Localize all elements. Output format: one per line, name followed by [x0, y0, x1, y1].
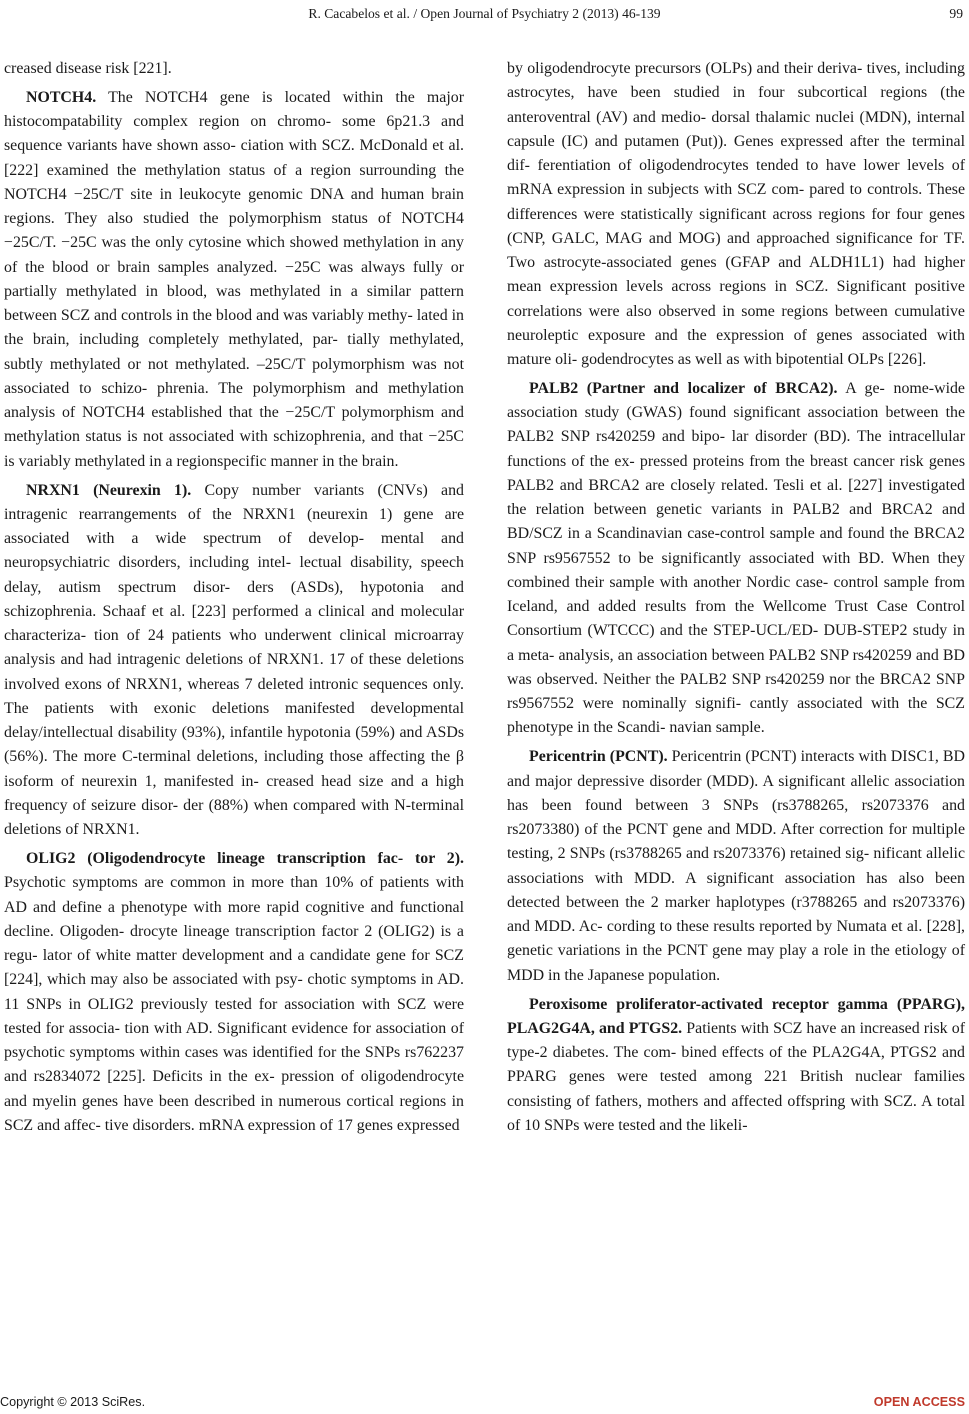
paragraph-nrxn1: NRXN1 (Neurexin 1). Copy number variants (CNVs) and intragenic rearrangements of the NRXN1 (neurexin 1) gene are associated with a wide spectrum of develop- mental and neuropsychiatric disorders, including intel- lectual disability, speech delay, autism spectrum disor- ders (ASDs), hypotonia and schizophrenia. Schaaf et al. [223] performed a clinical and molecular characteriza- tion of 24 patients who underwent clinical microarray analysis and had intragenic deletions of NRXN1. 17 of these deletions involved exons of NRXN1, whereas 7 deleted intronic sequences only. The patients with exonic deletions manifested developmental delay/intellectual disability (93%), infantile hypotonia (59%) and ASDs (56%). The more C-terminal deletions, including those affecting the β isoform of neurexin 1, manifested in- creased head size and a high frequency of seizure disor- der (88%) when compared with N-terminal deletions of NRXN1.	[4, 481, 464, 839]
page-number: 99	[949, 6, 963, 21]
copyright-notice: Copyright © 2013 SciRes.	[0, 1395, 146, 1409]
paragraph-pcnt: Pericentrin (PCNT). Pericentrin (PCNT) interacts with DISC1, BD and major depressive disorder (MDD). A significant allelic association has been found between 3 SNPs (rs3788265, rs2073376 and rs2073380) of the PCNT gene and MDD. After correction for multiple testing, 2 SNPs (rs3788265 and rs2073376) retained sig- nificant allelic associations with MDD. A significant association has also been detected between the 2 marker haplotypes (r3788265 and rs2073376) and MDD. Ac- cording to these results reported by Numata et al. [228], genetic variations in the PCNT gene may play a role in the etiology of MDD in the Japanese population.	[507, 748, 965, 984]
paragraph-pparg: Peroxisome proliferator-activated receptor gamma (PPARG), PLAG2G4A, and PTGS2. Patients with SCZ have an increased risk of type-2 diabetes. The com- bined effects of the PLA2G4A, PTGS2 and PPARG genes were tested among 221 British nuclear families consisting of fathers, mothers and affected offspring with SCZ. A total of 10 SNPs were tested and the likeli-	[507, 995, 965, 1134]
paragraph-heading: Peroxisome proliferator-activated receptor gamma (PPARG), PLAG2G4A, and PTGS2.	[507, 995, 965, 1037]
left-column	[4, 57, 464, 1143]
paragraph-heading: NRXN1 (Neurexin 1).	[26, 481, 192, 499]
paragraph: by oligodendrocyte precursors (OLPs) and their deriva- tives, including astrocytes, have been studied in four subcortical regions (the anteroventral (AV) and medio- dorsal thalamic nuclei (MDN), internal capsule (IC) and putamen (Put)). Genes expressed after the terminal dif- ferentiation of oligodendrocytes tended to have lower levels of mRNA expression in subjects with SCZ com- pared to controls. These differences were statistically significant across regions for four genes (CNP, GALC, MAG and MOG) and approached significance for TF. Two astrocyte-associated genes (GFAP and ALDH1L1) had higher mean expression levels across regions in SCZ. Significant positive correlations were also observed in some regions between cumulative neuroleptic exposure and the expression of genes associated with mature oli- godendrocytes as well as with bipotential OLPs [226].	[507, 60, 965, 368]
open-access-label: OPEN ACCESS	[873, 1395, 965, 1409]
paragraph-heading: NOTCH4.	[26, 88, 97, 106]
paragraph-olig2: OLIG2 (Oligodendrocyte lineage transcription fac- tor 2). Psychotic symptoms are common in more than 10% of patients with AD and define a phenotype with more rapid cognitive and functional decline. Oligoden- drocyte lineage transcription factor 2 (OLIG2) is a regu- lator of white matter development and a candidate gene for SCZ [224], which may also be associated with psy- chotic symptoms in AD. 11 SNPs in OLIG2 previously tested for association with SCZ were tested for associa- tion with AD. Significant evidence for association of psychotic symptoms within cases was identified for the SNPs rs762237 and rs2834072 [225]. Deficits in the ex- pression of oligodendrocyte and myelin genes have been described in numerous cortical regions in SCZ and affec- tive disorders. mRNA expression of 17 genes expressed	[4, 850, 464, 1134]
paragraph-heading: PALB2 (Partner and localizer of BRCA2).	[529, 379, 838, 397]
running-header: R. Cacabelos et al. / Open Journal of Psychiatry 2 (2013) 46-139	[308, 6, 661, 21]
paragraph-palb2: PALB2 (Partner and localizer of BRCA2). A ge- nome-wide association study (GWAS) found significant association between the PALB2 SNP rs420259 and bipo- lar disorder (BD). The intracellular functions of the ex- pressed proteins from the breast cancer risk genes PALB2 and BRCA2 are closely related. Tesli et al. [227] investigated the relation between genetic variants in PALB2 and BRCA2 and BD/SCZ in a Scandinavian case-control sample and found the BRCA2 SNP rs9567552 to be significantly associated with BD. When they combined their sample with another Nordic case- control sample from Iceland, and added results from the Wellcome Trust Case Control Consortium (WTCCC) and the STEP-UCL/ED- DUB-STEP2 study in a meta- analysis, an association between PALB2 SNP rs420259 and BD was observed. Neither the PALB2 SNP rs420259 nor the BRCA2 SNP rs9567552 were nominally signifi- cantly associated with the SCZ phenotype in the Scandi- navian sample.	[507, 379, 965, 737]
paragraph-heading: Pericentrin (PCNT).	[529, 748, 668, 766]
right-column	[507, 57, 965, 1143]
paragraph-notch4: NOTCH4. The NOTCH4 gene is located within the major histocompatability complex region on chromo- some 6p21.3 and sequence variants have shown asso- ciation with SCZ. McDonald et al. [222] examined the methylation status of a region surrounding the NOTCH4 −25C/T site in leukocyte genomic DNA and human brain regions. They also studied the polymorphism status of NOTCH4 −25C/T. −25C was the only cytosine which showed methylation in any of the blood or brain samples analyzed. −25C was always fully or partially methylated in blood, was methylated in a similar pattern between SCZ and controls in the blood and was variably methy- lated in the brain, including completely methylated, par- tially methylated, subtly methylated or not methylated. –25C/T polymorphism was not associated to schizo- phrenia. The polymorphism and methylation analysis of NOTCH4 established that the −25C/T polymorphism and methylation status is not associated with schizophrenia, and that −25C is variably methylated in a regionspecific manner in the brain.	[4, 88, 464, 470]
paragraph: creased disease risk [221].	[4, 60, 172, 77]
paragraph-heading: OLIG2 (Oligodendrocyte lineage transcription fac- tor 2).	[26, 850, 464, 868]
